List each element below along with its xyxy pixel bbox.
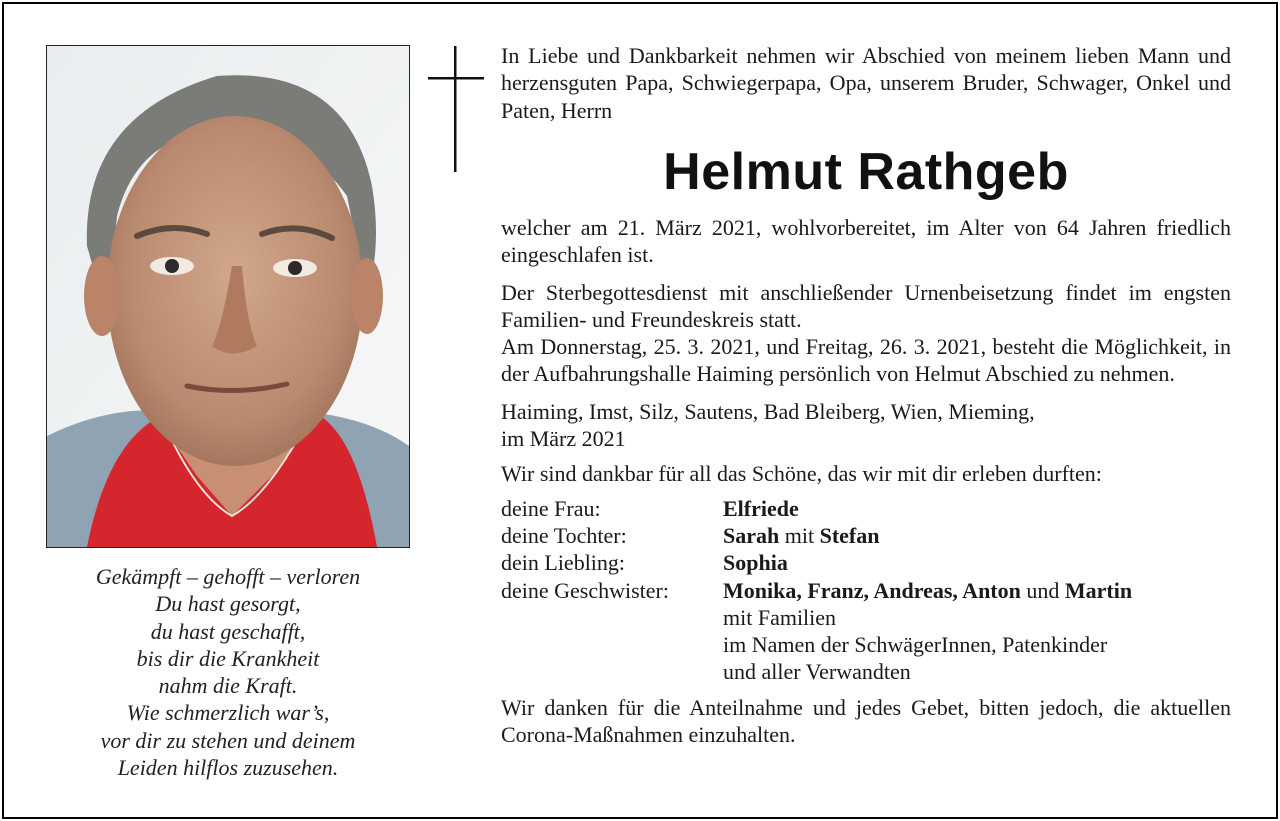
death-notice: welcher am 21. März 2021, wohlvorbereitet, im Alter von 64 Jahren friedlich eingeschlafen ist. (501, 215, 1231, 268)
poem-line: Gekämpft – gehofft – verloren (95, 564, 361, 589)
places: Haiming, Imst, Silz, Sautens, Bad Bleiberg, Wien, Mieming, (501, 398, 1035, 424)
family-label: deine Tochter: (501, 522, 627, 548)
deceased-name: Helmut Rathgeb (663, 143, 1069, 201)
family-row (501, 495, 1231, 522)
family-label: deine Frau: (501, 495, 601, 521)
family-extra-line: mit Familien (723, 604, 837, 630)
family-extra-line: und aller Verwandten (723, 659, 911, 685)
funeral-info: Der Sterbegottesdienst mit anschließender Urnenbeisetzung findet im engsten Familien- und Freundeskreis statt. (501, 279, 1231, 332)
poem-line: nahm die Kraft. (158, 673, 298, 699)
family-row (501, 549, 1231, 576)
poem-line: Wie schmerzlich war’s, (126, 700, 330, 726)
family-label: dein Liebling: (501, 550, 626, 576)
poem-line: du hast geschafft, (150, 618, 306, 644)
family-row (501, 604, 1231, 631)
date: im März 2021 (501, 426, 626, 452)
poem-line: bis dir die Krankheit (136, 645, 320, 671)
closing-text: Wir danken für die Anteilnahme und jedes Gebet, bitten jedoch, die aktuellen Corona-Maßnahmen einzuhalten. (501, 694, 1231, 748)
family-row (501, 522, 1231, 549)
connector-text: und (1026, 577, 1060, 603)
family-label: deine Geschwister: (501, 577, 669, 603)
family-list (501, 495, 1231, 686)
viewing-info: Am Donnerstag, 25. 3. 2021, und Freitag, 26. 3. 2021, besteht die Möglichkeit, in der Aufbahrungshalle Haiming persönlich von Helmut Abschied zu nehmen. (501, 334, 1231, 387)
intro-text: In Liebe und Dankbarkeit nehmen wir Abschied von meinem lieben Mann und herzensguten Papa, Schwiegerpapa, Opa, unserem Bruder, Schwager, Onkel und Paten, Herrn (501, 43, 1231, 123)
poem-line: Leiden hilflos zuzusehen. (117, 755, 339, 781)
family-name: Elfriede (723, 495, 799, 521)
portrait-photo (46, 45, 410, 548)
family-name: Sarah (723, 522, 780, 548)
main-text (501, 214, 1231, 748)
cross-icon (428, 46, 484, 172)
poem (40, 563, 416, 781)
family-name: Martin (1064, 577, 1133, 603)
family-name: Stefan (819, 522, 880, 548)
family-row (501, 631, 1231, 658)
thanks-intro: Wir sind dankbar für all das Schöne, das wir mit dir erleben durften: (501, 461, 1102, 487)
connector-text: mit (784, 522, 815, 548)
family-name: Sophia (723, 550, 788, 576)
family-row (501, 658, 1231, 685)
poem-line: vor dir zu stehen und deinem (100, 727, 356, 753)
poem-line: Du hast gesorgt, (155, 591, 301, 617)
family-row (501, 577, 1231, 604)
family-extra-line: im Namen der SchwägerInnen, Patenkinder (723, 632, 1108, 658)
family-name: Monika, Franz, Andreas, Anton (723, 577, 1021, 603)
